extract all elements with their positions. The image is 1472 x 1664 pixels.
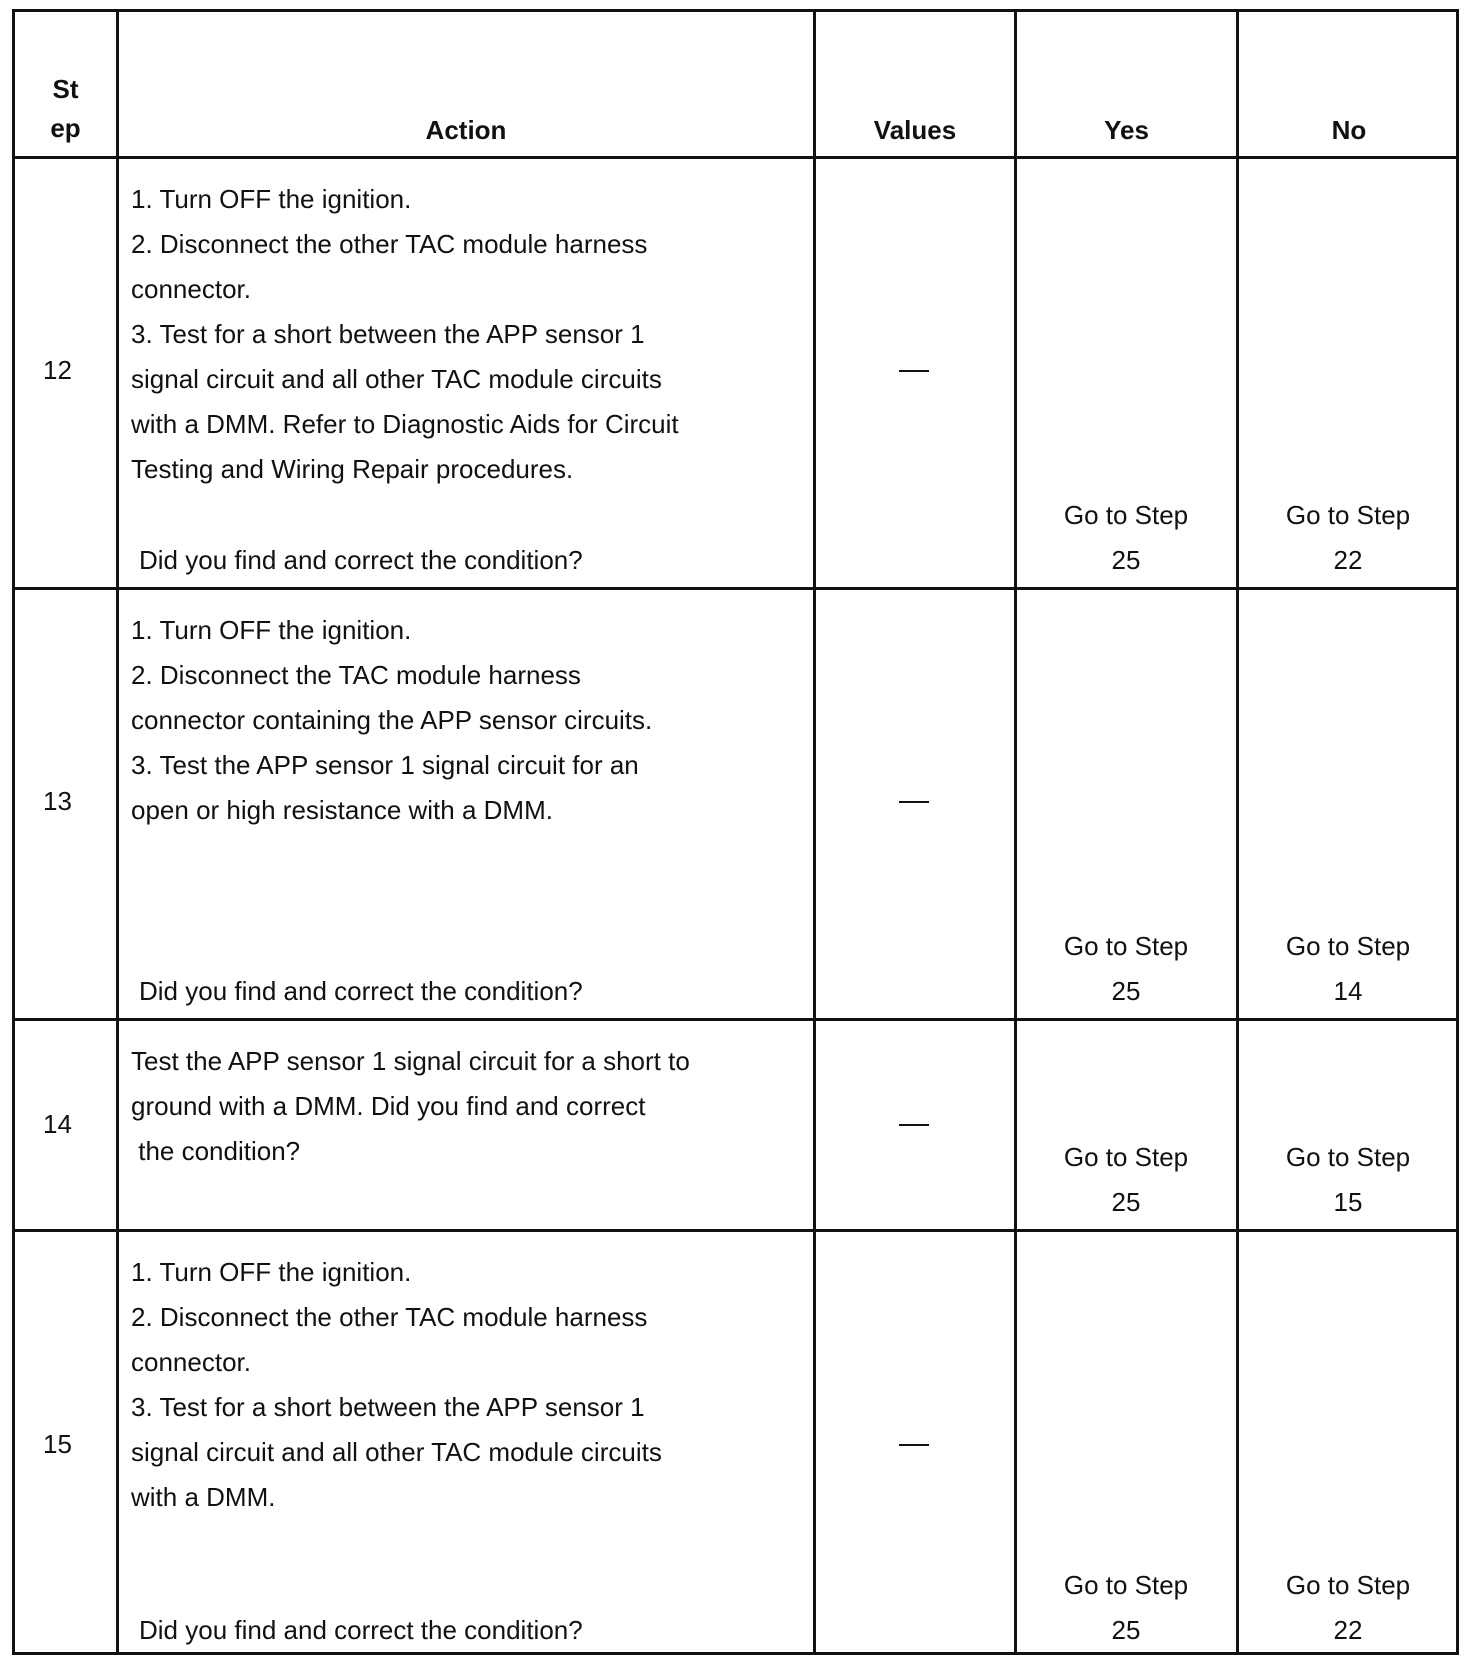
action-text bbox=[131, 1039, 781, 1174]
diagnostic-table bbox=[12, 9, 1459, 1655]
action-line: 1. Turn OFF the ignition. bbox=[131, 615, 412, 645]
no-goto: Go to Step 22 bbox=[1285, 1570, 1411, 1645]
action-line: with a DMM. Refer to Diagnostic Aids for Circuit bbox=[131, 409, 679, 439]
yes-goto: Go to Step 25 bbox=[1063, 1142, 1189, 1217]
no-goto: Go to Step 14 bbox=[1285, 931, 1411, 1006]
action-line: signal circuit and all other TAC module circuits bbox=[131, 1437, 662, 1467]
header-action: Action bbox=[425, 115, 507, 145]
header-values: Values bbox=[873, 115, 957, 145]
row-divider bbox=[15, 1229, 1456, 1232]
header-step-line1: St bbox=[52, 74, 79, 104]
header-step bbox=[15, 70, 116, 148]
column-divider bbox=[813, 12, 816, 1652]
action-line: the condition? bbox=[131, 1136, 301, 1166]
no-goto: Go to Step 15 bbox=[1285, 1142, 1411, 1217]
yes-goto: Go to Step 25 bbox=[1063, 1570, 1189, 1645]
action-line: 2. Disconnect the other TAC module harness bbox=[131, 1302, 648, 1332]
action-text bbox=[131, 177, 781, 492]
column-divider bbox=[1014, 12, 1017, 1652]
action-line: 1. Turn OFF the ignition. bbox=[131, 184, 412, 214]
column-divider bbox=[1236, 12, 1239, 1652]
action-question: Did you find and correct the condition? bbox=[139, 1615, 583, 1645]
row-divider bbox=[15, 156, 1456, 159]
value-dash bbox=[899, 1124, 929, 1126]
action-line: 2. Disconnect the other TAC module harness bbox=[131, 229, 648, 259]
step-number: 12 bbox=[43, 355, 72, 385]
action-line: 3. Test for a short between the APP sensor 1 bbox=[131, 319, 645, 349]
action-line: 3. Test for a short between the APP sensor 1 bbox=[131, 1392, 645, 1422]
action-text bbox=[131, 608, 781, 833]
action-line: connector. bbox=[131, 274, 251, 304]
header-no: No bbox=[1331, 115, 1367, 145]
value-dash bbox=[899, 370, 929, 372]
action-line: connector containing the APP sensor circuits. bbox=[131, 705, 653, 735]
action-question: Did you find and correct the condition? bbox=[139, 976, 583, 1006]
row-divider bbox=[15, 1018, 1456, 1021]
action-line: Testing and Wiring Repair procedures. bbox=[131, 454, 574, 484]
no-goto: Go to Step 22 bbox=[1285, 500, 1411, 575]
row-divider bbox=[15, 587, 1456, 590]
action-line: Test the APP sensor 1 signal circuit for a short to bbox=[131, 1046, 690, 1076]
action-line: 3. Test the APP sensor 1 signal circuit for an bbox=[131, 750, 639, 780]
action-line: with a DMM. bbox=[131, 1482, 276, 1512]
column-divider bbox=[116, 12, 119, 1652]
yes-goto: Go to Step 25 bbox=[1063, 500, 1189, 575]
value-dash bbox=[899, 801, 929, 803]
header-yes: Yes bbox=[1104, 115, 1149, 145]
action-line: connector. bbox=[131, 1347, 251, 1377]
action-line: signal circuit and all other TAC module circuits bbox=[131, 364, 662, 394]
header-step-line2: ep bbox=[50, 113, 81, 143]
action-line: 2. Disconnect the TAC module harness bbox=[131, 660, 581, 690]
yes-goto: Go to Step 25 bbox=[1063, 931, 1189, 1006]
action-line: 1. Turn OFF the ignition. bbox=[131, 1257, 412, 1287]
action-line: open or high resistance with a DMM. bbox=[131, 795, 553, 825]
action-question: Did you find and correct the condition? bbox=[139, 545, 583, 575]
value-dash bbox=[899, 1444, 929, 1446]
step-number: 13 bbox=[43, 786, 72, 816]
step-number: 14 bbox=[43, 1109, 72, 1139]
action-line: ground with a DMM. Did you find and correct bbox=[131, 1091, 646, 1121]
step-number: 15 bbox=[43, 1429, 72, 1459]
action-text bbox=[131, 1250, 781, 1520]
